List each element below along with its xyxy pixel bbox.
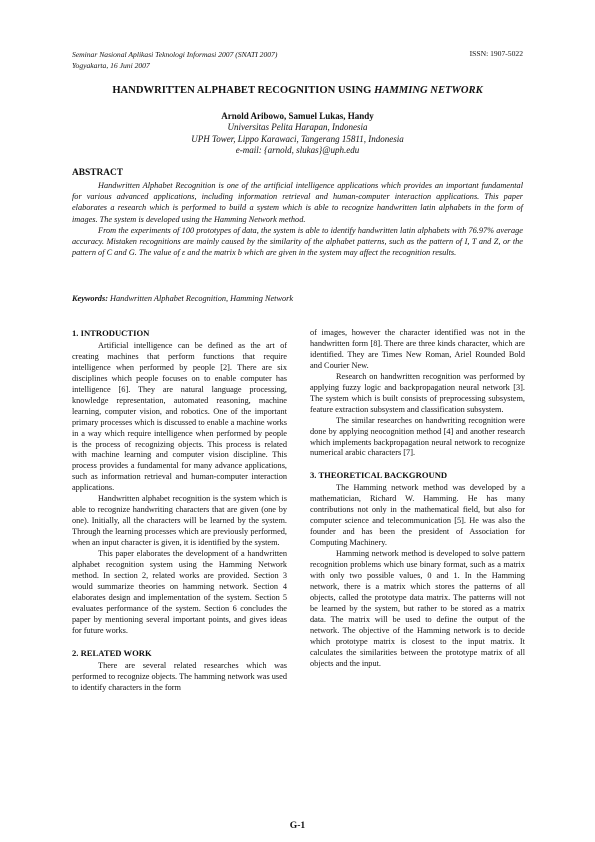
keywords-label: Keywords: <box>72 294 108 303</box>
affiliation: Universitas Pelita Harapan, Indonesia <box>227 122 368 133</box>
keywords-text: Handwritten Alphabet Recognition, Hamming Network <box>107 294 294 303</box>
section-1-paragraph-1: Artificial intelligence can be defined as the art of creating machines that perform functions that require intelligence when performed by people [2]. There are six disciplines which people focuses on to enable computer has intelligence [6]. They are natural language processing, knowledge representation, automated reasoning, machine learning, computer vision, and robotics. One of the important primary processes which is discussed to enable a machine works in a way which require intelligence when performed by people is the process of recognizing objects. This process is related with machine learning and computer vision discipline. This process provides a fundamental for many advance applications, such as information retrieval and human-computer interaction applications. <box>72 340 287 493</box>
title-main: HANDWRITTEN ALPHABET RECOGNITION USING <box>112 85 375 96</box>
keywords <box>72 294 523 303</box>
section-1-paragraph-3: This paper elaborates the development of a handwritten alphabet recognition system using the Hamming Network method. In section 2, related works are provided. Section 3 would summarize theories on hamming network. Section 4 elaborates design and implementation of the system. Section 5 evaluates performance of the system. Section 6 concludes the paper by mentioning several important points, and gives ideas for future works. <box>72 549 287 635</box>
author-names: Arnold Aribowo, Samuel Lukas, Handy <box>221 111 374 121</box>
section-3-heading: 3. THEORETICAL BACKGROUND <box>310 470 448 481</box>
conference-name: Seminar Nasional Aplikasi Teknologi Informasi 2007 (SNATI 2007) <box>72 50 278 59</box>
column-left <box>72 328 287 694</box>
abstract <box>72 180 523 258</box>
section-2-paragraph-1: There are several related researches which was performed to recognize objects. The hamming network was used to identify characters in the form <box>72 660 287 692</box>
section-2-paragraph-2: Research on handwritten recognition was performed by applying fuzzy logic and backpropagation neural network [3]. The system which is built consists of preprocessing subsystem, feature extraction subsystem and classification subsystem. <box>310 371 525 414</box>
email: e-mail: {arnold, slukas}@uph.edu <box>235 145 360 156</box>
page-number: G-1 <box>289 820 306 831</box>
address: UPH Tower, Lippo Karawaci, Tangerang 15811, Indonesia <box>191 133 404 144</box>
issn: ISSN: 1907-5022 <box>469 49 523 58</box>
paper-title <box>60 85 535 96</box>
title-italic: HAMMING NETWORK <box>374 85 483 96</box>
author-block <box>60 111 535 157</box>
section-3-paragraph-1: The Hamming network method was developed by a mathematician, Richard W. Hamming. He has many contributions not only in the mathematical field, but also for computer science and telecommunication [5]. He was also the founder and has been the president of Association for Computing Machinery. <box>310 483 525 548</box>
conference-place-date: Yogyakarta, 16 Juni 2007 <box>72 61 150 70</box>
column-right <box>310 328 525 670</box>
section-2-paragraph-1-continued: of images, however the character identified was not in the handwritten form [8]. There are three kinds character, which are identified. They are Times New Roman, Ariel Rounded Bold and Courier New. <box>310 328 525 370</box>
abstract-paragraph-1: Handwritten Alphabet Recognition is one of the artificial intelligence applications which provides an important fundamental for various advanced applications, including information retrieval and human-computer interaction applications. This paper elaborates a research which is performed to build a system which is able to recognize handwritten latin alphabets in the form of images. The system is developed using the Hamming Network method. <box>72 181 523 224</box>
section-2-paragraph-3: The similar researches on handwriting recognition were done by applying neocognition method [4] and another research which implements backpropagation neural network to recognize numerical arabic characters [7]. <box>310 415 525 458</box>
abstract-paragraph-2: From the experiments of 100 prototypes of data, the system is able to identify handwritten latin alphabets with 76.97% average accuracy. Mistaken recognitions are mainly caused by the similarity of the alphabet patterns, such as the pattern of I, T and Z, or the pattern of C and G. The value of ε and the matrix b which are given in the system may affect the recognition results. <box>72 225 523 258</box>
running-header-left <box>72 49 277 71</box>
section-2-heading: 2. RELATED WORK <box>72 647 152 658</box>
section-1-heading: 1. INTRODUCTION <box>72 328 150 338</box>
abstract-heading: ABSTRACT <box>72 168 124 178</box>
section-1-paragraph-2: Handwritten alphabet recognition is the system which is able to recognize handwriting characters that are given (one by one). Initially, all the characters will be learned by the system. Through the learning processes which are previously performed, when an input character is given, it is identified by the system. <box>72 494 287 548</box>
section-3-paragraph-2: Hamming network method is developed to solve pattern recognition problems which use binary format, such as a matrix with only two possible values, 0 and 1. In the Hamming network, there is a matrix which stores the patterns of all objects, called the prototype data matrix. The patterns will not be learned by the system, but rather to be stored as a matrix data. The matrix will be used to define the output of the network. The objective of the Hamming network is to decide which prototype matrix is closest to the input matrix. It calculates the similarities between the prototype matrix of all objects and the input. <box>310 549 525 668</box>
